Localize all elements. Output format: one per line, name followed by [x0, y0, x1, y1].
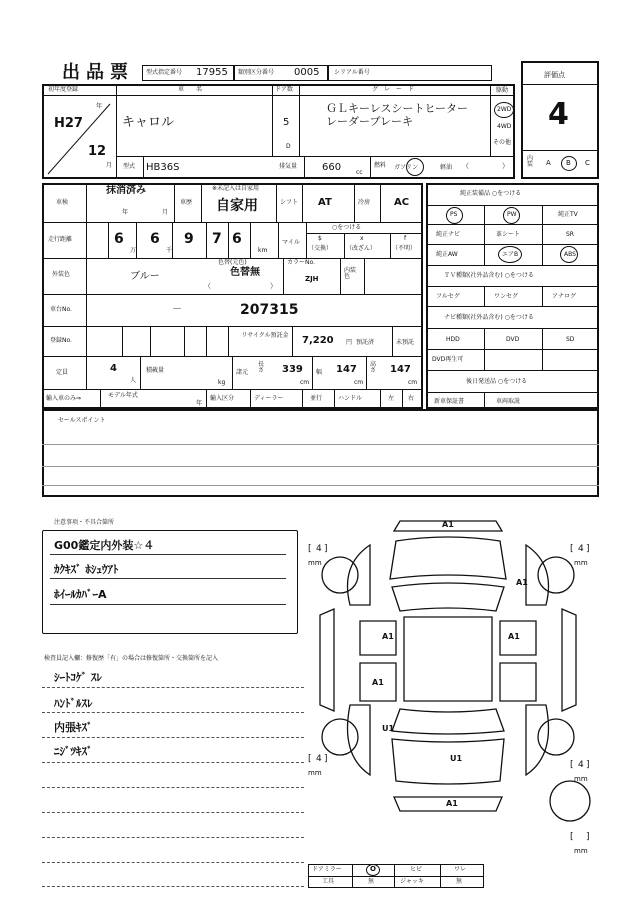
circle-mark: [366, 864, 380, 876]
diagonal-line: [44, 100, 114, 178]
height-label: 高さ: [370, 361, 377, 374]
divider: [201, 183, 202, 222]
divider: [426, 286, 599, 287]
inspector-line: ﾊﾝﾄﾞﾙｽﾚ: [54, 697, 93, 710]
svg-text:[: [: [570, 544, 574, 554]
mm-unit: mm: [308, 769, 322, 777]
divider: [402, 389, 403, 409]
mm-unit: mm: [308, 559, 322, 567]
height-value: 147: [390, 364, 411, 375]
divider: [184, 326, 185, 356]
equip-abs: ABS: [564, 251, 576, 258]
divider: [426, 265, 599, 266]
divider: [292, 326, 293, 356]
modified-option: （改ざん）: [346, 245, 377, 252]
inspector-label: 検査員記入欄：修復歴「有」の場合は修復箇所・交換箇所を記入: [44, 655, 219, 662]
mileage-digit: 6: [150, 231, 160, 247]
dvd-playback: DVD再生可: [432, 356, 464, 363]
circle-mark: [498, 246, 522, 263]
navi-hdd: HDD: [446, 336, 460, 343]
month-mark: 月: [162, 209, 169, 216]
interior-b: B: [566, 159, 571, 167]
later-warranty: 新車保証書: [434, 398, 465, 405]
drive-4wd: 4WD: [497, 123, 512, 130]
width-value: 147: [336, 364, 357, 375]
equip-ps: PS: [450, 211, 458, 218]
load-label: 積載量: [146, 367, 165, 374]
import-type-label: 輸入区分: [210, 395, 235, 402]
divider: [340, 258, 341, 294]
unknown-option: （不明）: [392, 245, 417, 252]
car-damage-diagram: [300, 505, 610, 865]
mileage-label: 走行距離: [48, 236, 73, 243]
recycle-label: リサイクル預託金: [241, 332, 289, 339]
first-reg-year: H27: [54, 116, 83, 131]
divider: [426, 205, 599, 206]
equip-tv: 純正TV: [558, 211, 578, 218]
divider: [440, 864, 441, 888]
evaluation-score: 4: [548, 97, 569, 132]
divider: [143, 156, 144, 179]
svg-text:]: ]: [586, 760, 590, 770]
divider: [172, 222, 173, 258]
equip-pw: PW: [507, 211, 517, 218]
divider: [116, 84, 117, 179]
color-label: 外装色: [52, 271, 71, 278]
mm-unit: mm: [574, 775, 588, 783]
divider: [302, 389, 303, 409]
cc-unit: cc: [356, 169, 363, 176]
drive-2wd: 2WD: [497, 106, 512, 113]
notes-label: 注意事項・不具合箇所: [54, 519, 115, 526]
divider: [390, 233, 391, 258]
equip-leather: 革シート: [496, 231, 521, 238]
hibi-label: ヒビ: [410, 866, 423, 873]
history-label: 車歴: [180, 199, 193, 206]
chassis-prefix: －: [172, 304, 182, 315]
divider: [50, 604, 286, 605]
interior-a: A: [546, 159, 551, 167]
width-label: 幅: [316, 369, 323, 376]
divider: [100, 389, 101, 409]
interior-label: 内装: [527, 155, 534, 168]
circle-mark: [446, 207, 463, 224]
mm-unit: mm: [574, 847, 588, 855]
doors-value: 5: [283, 117, 290, 128]
divider: [272, 84, 273, 156]
damage-mark-rear-bumper: A1: [446, 799, 458, 808]
inspector-line: ﾆｼﾞﾂｷｽﾞ: [54, 745, 93, 758]
color-no-label: カラーNo.: [287, 259, 315, 266]
divider: [426, 349, 599, 350]
divider: [206, 222, 207, 258]
sen-unit: 千: [166, 247, 173, 254]
divider: [50, 578, 286, 579]
ware-label: ワレ: [454, 866, 467, 873]
model-cert-label: 型式指定番号: [146, 69, 183, 76]
tv-fullseg: フルセグ: [436, 293, 460, 300]
mileage-digit: 9: [184, 231, 194, 247]
divider: [542, 205, 543, 265]
reg-no-label: 登録No.: [50, 337, 72, 344]
mileage-digit: 6: [114, 231, 124, 247]
circle-note: ○をつける: [332, 224, 362, 231]
equip-navi: 純正ナビ: [436, 231, 461, 238]
divider: [426, 244, 599, 245]
tire-bracket: [: [308, 544, 312, 554]
history-value: 自家用: [216, 198, 258, 214]
fuel-label: 燃料: [374, 162, 387, 169]
divider: [344, 233, 345, 258]
shift-value: AT: [318, 197, 332, 208]
divider: [108, 222, 109, 258]
divider: [206, 389, 207, 409]
first-reg-month: 12: [88, 144, 107, 159]
color-value: ブルー: [130, 271, 160, 282]
color-no-value: ZJH: [305, 275, 319, 283]
car-name: キャロル: [122, 115, 175, 130]
divider: [542, 328, 543, 370]
navi-dvd: DVD: [506, 336, 520, 343]
divider: [250, 389, 251, 409]
shift-label: シフト: [280, 199, 299, 206]
divider: [42, 812, 304, 813]
year-mark: 年: [196, 400, 203, 407]
divider: [308, 876, 484, 877]
grade-value: ＧＬキーレスシートヒーターレーダーブレーキ: [326, 102, 469, 128]
divider: [42, 712, 304, 713]
divider: [426, 392, 599, 393]
tire-depth-label: 4: [316, 544, 322, 554]
divider: [490, 84, 491, 156]
model-cert-number: 17955: [196, 67, 228, 78]
model-value: HB36S: [146, 162, 180, 173]
divider: [484, 205, 485, 265]
divider: [354, 183, 355, 222]
first-reg-label: 初年度登録: [48, 86, 79, 93]
parallel-option: 並行: [310, 395, 323, 402]
handle-label: ハンドル: [338, 395, 363, 402]
mileage-digit: 6: [232, 231, 242, 247]
svg-text:]: ]: [586, 832, 590, 842]
divider: [42, 837, 304, 838]
divider: [42, 787, 304, 788]
equipment-title: 純正装備品 ○をつける: [460, 190, 522, 197]
divider: [42, 95, 515, 96]
divider: [42, 687, 304, 688]
length-label: 長さ: [258, 361, 265, 374]
cm-unit: cm: [300, 379, 310, 386]
cooler-label: 冷房: [358, 199, 371, 206]
divider: [140, 356, 141, 389]
displacement-label: 排気量: [279, 163, 298, 170]
capacity-value: 4: [110, 363, 117, 374]
svg-text:]: ]: [324, 754, 328, 764]
note-line: ｶｸｷｽﾞ ﾎｼｭｳｱﾄ: [54, 563, 119, 576]
equip-aw: 純正AW: [436, 251, 458, 258]
displacement-value: 660: [322, 162, 342, 173]
divider: [42, 294, 423, 295]
tv-oneseg: ワンセグ: [494, 293, 519, 300]
jack-value: 無: [456, 878, 463, 885]
form-title: 出品票: [62, 62, 134, 83]
doors-label: ドア数: [275, 86, 293, 93]
interior-color-label: 内装色: [344, 267, 357, 280]
divider: [42, 326, 423, 327]
interior-c: C: [585, 159, 590, 167]
svg-text:[: [: [308, 754, 312, 764]
divider: [228, 326, 229, 356]
divider: [426, 328, 599, 329]
recycle-value: 7,220: [302, 335, 334, 346]
divider: [86, 183, 87, 389]
divider: [306, 222, 307, 258]
year-mark: 年: [96, 103, 103, 110]
divider: [364, 258, 365, 294]
damage-mark-right-front-door: A1: [508, 632, 520, 641]
cm-unit: cm: [354, 379, 364, 386]
svg-text:]: ]: [324, 544, 328, 554]
damage-mark-tailgate: U1: [450, 754, 463, 763]
recycle-not: 未預託: [396, 339, 415, 346]
inspector-line: 内張ｷｽﾞ: [54, 721, 93, 734]
svg-text:[: [: [570, 760, 574, 770]
inspection-label: 車検: [56, 199, 69, 206]
selling-points-box: [42, 409, 599, 497]
capacity-label: 定員: [56, 369, 69, 376]
circle-mark: [406, 158, 424, 176]
fuel-gasoline: ガソリン: [394, 164, 419, 171]
man-unit: 万: [130, 247, 137, 254]
divider: [302, 183, 303, 222]
selling-points-label: セールスポイント: [58, 417, 106, 424]
equip-sr: SR: [566, 231, 574, 238]
tire-depth-label: 4: [578, 760, 584, 770]
tools-label: 工具: [322, 878, 335, 885]
divider: [380, 183, 381, 222]
mile-label: マイル: [282, 239, 300, 246]
divider: [394, 864, 395, 888]
divider: [426, 224, 599, 225]
divider: [306, 233, 423, 234]
mirror-value: O: [370, 865, 376, 873]
month-mark: 月: [106, 162, 113, 169]
length-value: 339: [282, 364, 303, 375]
divider: [312, 356, 313, 389]
model-label: 型式: [123, 163, 136, 170]
recycle-yen: 円: [346, 339, 353, 346]
divider: [122, 326, 123, 356]
jack-label: ジャッキ: [400, 878, 424, 885]
recycle-deposited: 預託済: [356, 339, 375, 346]
damage-mark-left-rear-door: A1: [372, 678, 384, 687]
divider: [42, 862, 304, 863]
later-manual: 車両取説: [496, 398, 521, 405]
circle-mark: [503, 207, 520, 224]
divider: [232, 356, 233, 389]
model-year-label: モデル年式: [108, 392, 138, 399]
divider: [136, 222, 137, 258]
divider: [426, 370, 599, 371]
navi-title: ナビ種類(社外品含む) ○をつける: [444, 314, 534, 321]
divider: [42, 444, 599, 445]
damage-mark-right-fender: A1: [516, 578, 528, 587]
evaluation-label: 評価点: [544, 71, 565, 79]
divider: [426, 306, 599, 307]
color-changed-label: 色替(元色): [218, 259, 247, 266]
svg-text:]: ]: [586, 544, 590, 554]
note-line: ﾎｲｰﾙｶﾊﾞｰA: [54, 588, 107, 601]
divider: [542, 286, 543, 306]
divider: [283, 258, 284, 294]
divider: [42, 737, 304, 738]
divider: [42, 762, 304, 763]
mm-unit: mm: [574, 559, 588, 567]
chassis-label: 車台No.: [50, 306, 72, 313]
divider: [304, 156, 305, 179]
divider: [42, 886, 304, 887]
color-changed-value: 色替無: [230, 267, 260, 278]
fuel-diesel: 軽油: [440, 164, 453, 171]
divider: [521, 84, 599, 85]
dims-label: 諸元: [236, 369, 249, 376]
import-label: 輸入車のみ⇒: [46, 395, 82, 402]
divider: [521, 150, 599, 151]
cm-unit: cm: [408, 379, 418, 386]
class-label: 類別区分番号: [238, 69, 275, 76]
tv-title: ＴＶ種類(社外品含む) ○をつける: [444, 272, 534, 279]
right-option: 右: [408, 395, 415, 402]
divider: [206, 326, 207, 356]
year-mark: 年: [122, 209, 129, 216]
person-unit: 人: [130, 377, 137, 384]
svg-text:[: [: [570, 832, 574, 842]
divider: [278, 222, 279, 258]
navi-sd: SD: [566, 336, 575, 343]
divider: [50, 554, 286, 555]
serial-label: シリアル番号: [334, 69, 370, 76]
divider: [370, 156, 371, 179]
drive-other: その他: [493, 139, 512, 146]
left-option: 左: [388, 395, 395, 402]
doors-d: D: [286, 143, 291, 150]
divider: [484, 286, 485, 306]
car-name-label: 車 名: [178, 86, 203, 93]
tire-depth-label: 4: [316, 754, 322, 764]
divider: [380, 389, 381, 409]
divider: [484, 328, 485, 370]
grade-label: グ レ ー ド: [372, 86, 415, 93]
divider: [334, 389, 335, 409]
class-number: 0005: [294, 67, 320, 78]
divider: [352, 864, 353, 888]
history-note: ※未記入は自家用: [212, 185, 260, 192]
equip-airbag: エアB: [502, 251, 519, 258]
divider: [276, 183, 277, 222]
note-line: G00鑑定内外装☆４: [54, 539, 155, 552]
circle-mark: [560, 246, 578, 263]
door-mirror-label: ドアミラー: [312, 866, 342, 873]
chassis-value: 207315: [240, 302, 299, 318]
damage-mark-front-bumper: A1: [442, 520, 454, 529]
damage-mark-left-rear: U1: [382, 724, 395, 733]
tv-analog: アナログ: [552, 293, 577, 300]
divider: [150, 326, 151, 356]
km-unit: km: [258, 247, 268, 254]
damage-mark-left-front-door: A1: [382, 632, 394, 641]
divider: [392, 326, 393, 356]
divider: [174, 183, 175, 222]
tire-depth-label: 4: [578, 544, 584, 554]
later-title: 後日発送品 ○をつける: [466, 378, 528, 385]
divider: [299, 84, 300, 156]
inspector-line: ｼｰﾄｺｹﾞ ｽﾚ: [54, 671, 102, 684]
divider: [116, 156, 515, 157]
drive-label: 駆動: [496, 87, 509, 94]
cooler-value: AC: [394, 197, 410, 208]
divider: [42, 222, 423, 223]
inspection-value: 抹消済み: [106, 185, 146, 196]
exchange-option: （交換）: [308, 245, 333, 252]
tools-value: 無: [368, 878, 375, 885]
divider: [484, 392, 485, 409]
divider: [228, 222, 229, 258]
kg-unit: kg: [218, 379, 226, 386]
divider: [250, 222, 251, 258]
dealer-option: ディーラー: [254, 395, 284, 402]
mileage-digit: 7: [212, 231, 222, 247]
divider: [42, 466, 599, 467]
divider: [366, 356, 367, 389]
divider: [42, 485, 599, 486]
